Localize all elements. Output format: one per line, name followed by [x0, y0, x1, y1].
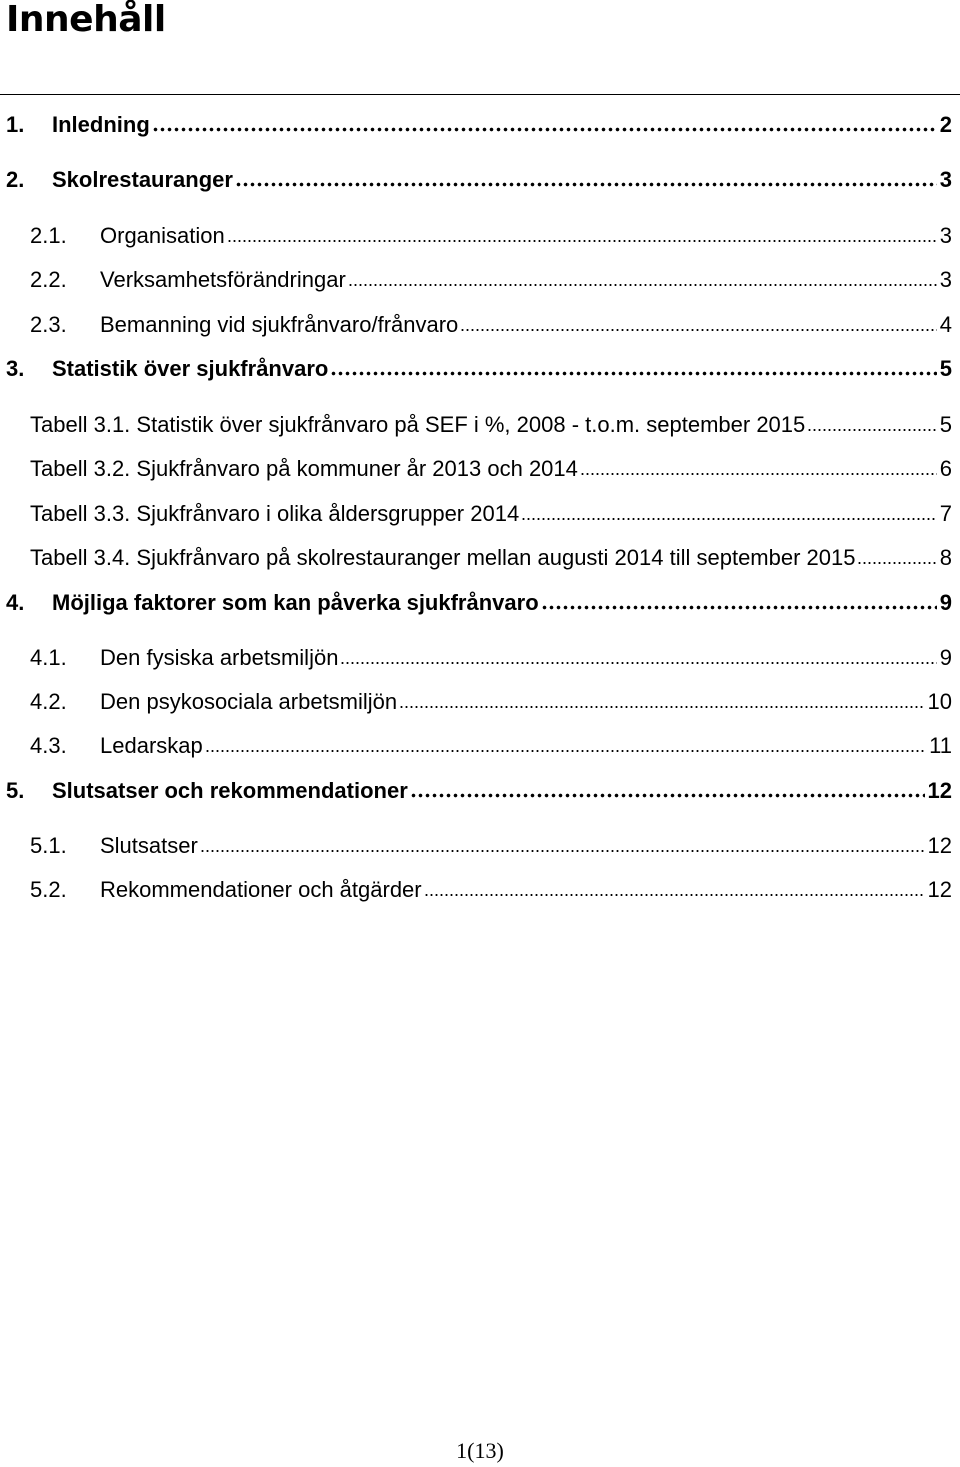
toc-entry-number: 2.1. — [30, 223, 67, 248]
toc-entry-page-number: 2 — [939, 112, 952, 137]
toc-entry-label: Den psykosociala arbetsmiljön — [100, 689, 398, 714]
toc-entry-label: Tabell 3.3. Sjukfrånvaro i olika åldersgrupper 2014 — [30, 501, 520, 526]
toc-entry-number: 5. — [6, 778, 25, 803]
toc-entry-page-number: 11 — [929, 733, 952, 758]
toc-entry-number: 5.1. — [30, 833, 67, 858]
page-title: Innehåll — [6, 0, 166, 40]
toc-entry[interactable] — [30, 643, 952, 673]
toc-entry-page-number: 12 — [927, 778, 952, 803]
toc-entry-number: 2.2. — [30, 267, 67, 292]
toc-entry[interactable] — [30, 410, 952, 440]
toc-entry-page-number: 9 — [939, 590, 952, 615]
toc-dot-leader — [541, 605, 937, 610]
toc-entry-number: 4. — [6, 590, 25, 615]
toc-entry-page-number: 3 — [939, 223, 952, 248]
toc-dot-leader — [235, 182, 937, 187]
toc-entry-label: Verksamhetsförändringar — [100, 267, 346, 292]
toc-entry[interactable] — [30, 687, 952, 717]
toc-entry-label: Den fysiska arbetsmiljön — [100, 645, 339, 670]
toc-entry-page-number: 10 — [927, 689, 952, 714]
toc-dot-leader — [399, 705, 924, 709]
toc-entry-page-number: 5 — [939, 412, 952, 437]
toc-dot-leader — [330, 371, 936, 376]
toc-dot-leader — [340, 661, 936, 665]
toc-entry-number: 4.2. — [30, 689, 67, 714]
toc-entry[interactable] — [30, 499, 952, 529]
toc-entry-page-number: 5 — [939, 356, 952, 381]
page-number: 1(13) — [456, 1438, 504, 1463]
toc-entry[interactable] — [6, 776, 952, 806]
toc-entry-page-number: 7 — [939, 501, 952, 526]
toc-entry-number: 2. — [6, 167, 25, 192]
toc-entry-page-number: 6 — [939, 456, 952, 481]
toc-entry[interactable] — [30, 310, 952, 340]
toc-entry[interactable] — [30, 543, 952, 573]
toc-dot-leader — [152, 127, 937, 132]
toc-entry-page-number: 4 — [939, 312, 952, 337]
toc-entry-number: 1. — [6, 112, 25, 137]
toc-entry-number: 4.3. — [30, 733, 67, 758]
toc-dot-leader — [200, 849, 925, 853]
toc-entry-label: Tabell 3.2. Sjukfrånvaro på kommuner år 2013 och 2014 — [30, 456, 578, 481]
toc-entry[interactable] — [30, 265, 952, 295]
toc-entry-label: Bemanning vid sjukfrånvaro/frånvaro — [100, 312, 459, 337]
toc-dot-leader — [460, 328, 936, 332]
toc-entry-label: Organisation — [100, 223, 225, 248]
toc-entry-label: Inledning — [52, 112, 150, 137]
toc-entry-label: Tabell 3.1. Statistik över sjukfrånvaro på SEF i %, 2008 - t.o.m. september 2015 — [30, 412, 806, 437]
toc-entry-label: Ledarskap — [100, 733, 203, 758]
toc-entry-label: Slutsatser — [100, 833, 198, 858]
toc-entry[interactable] — [6, 165, 952, 195]
toc-dot-leader — [227, 239, 937, 243]
toc-entry[interactable] — [6, 354, 952, 384]
toc-entry-number: 5.2. — [30, 877, 67, 902]
toc-dot-leader — [521, 517, 937, 521]
toc-entry-page-number: 9 — [939, 645, 952, 670]
toc-entry-page-number: 3 — [939, 267, 952, 292]
toc-dot-leader — [424, 893, 925, 897]
toc-entry-number: 4.1. — [30, 645, 67, 670]
toc-entry[interactable] — [30, 875, 952, 905]
toc-entry-label: Slutsatser och rekommendationer — [52, 778, 408, 803]
toc-entry-label: Rekommendationer och åtgärder — [100, 877, 422, 902]
toc-dot-leader — [857, 561, 936, 565]
toc-dot-leader — [410, 793, 925, 798]
toc-entry-label: Möjliga faktorer som kan påverka sjukfrånvaro — [52, 590, 539, 615]
toc-entry[interactable] — [6, 588, 952, 618]
toc-entry-page-number: 8 — [939, 545, 952, 570]
toc-entry[interactable] — [30, 731, 952, 761]
toc-entry[interactable] — [30, 831, 952, 861]
toc-dot-leader — [205, 749, 926, 753]
toc-entry-label: Skolrestauranger — [52, 167, 233, 192]
toc-entry-label: Statistik över sjukfrånvaro — [52, 356, 329, 381]
toc-dot-leader — [348, 283, 937, 287]
toc-entry[interactable] — [30, 221, 952, 251]
toc-entry-page-number: 3 — [939, 167, 952, 192]
toc-entry-number: 2.3. — [30, 312, 67, 337]
toc-entry[interactable] — [6, 110, 952, 140]
toc-dot-leader — [807, 428, 936, 432]
toc-entry-page-number: 12 — [927, 833, 952, 858]
toc-entry-label: Tabell 3.4. Sjukfrånvaro på skolrestauranger mellan augusti 2014 till september 2015 — [30, 545, 856, 570]
toc-entry[interactable] — [30, 454, 952, 484]
toc-entry-page-number: 12 — [927, 877, 952, 902]
toc-entry-number: 3. — [6, 356, 25, 381]
toc-dot-leader — [580, 472, 937, 476]
